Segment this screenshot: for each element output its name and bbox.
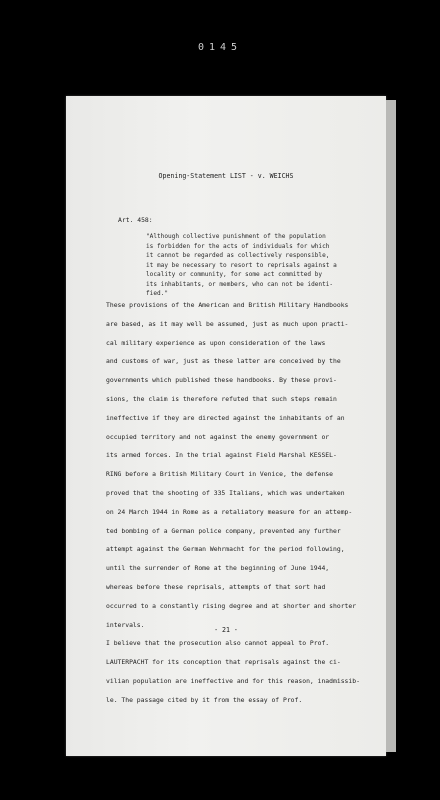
article-quote <box>120 232 382 299</box>
document-page <box>66 96 386 756</box>
page-number: - 21 - <box>214 626 238 634</box>
page-edge <box>386 100 396 752</box>
body-line: RING before a British Military Court in Venice, the defense <box>106 470 334 479</box>
quote-line: fied." <box>146 290 169 297</box>
body-line: until the surrender of Rome at the beginning of June 1944, <box>106 564 330 573</box>
body-line: cal military experience as upon consideration of the laws <box>106 338 326 347</box>
body-line: intervals. <box>106 620 145 629</box>
body-text <box>106 296 374 710</box>
body-line: LAUTERPACHT for its conception that reprisals against the ci- <box>106 658 341 667</box>
body-line: are based, as it may well be assumed, just as much upon practi- <box>106 319 349 328</box>
body-line: ineffective if they are directed against the inhabitants of an <box>106 413 345 422</box>
body-line: I believe that the prosecution also cannot appeal to Prof. <box>106 639 330 648</box>
body-line: sions, the claim is therefore refuted that such steps remain <box>106 394 337 403</box>
body-line: and customs of war, just as these latter are conceived by the <box>106 357 341 366</box>
body-line: on 24 March 1944 in Rome as a retaliatory measure for an attemp- <box>106 507 353 516</box>
body-line: proved that the shooting of 335 Italians, which was undertaken <box>106 488 345 497</box>
quote-line: its inhabitants, or members, who can not be identi- <box>146 280 334 288</box>
body-line: ted bombing of a German police company, prevented any further <box>106 526 341 535</box>
body-line: These provisions of the American and British Military Handbooks <box>106 301 349 309</box>
body-line: whereas before these reprisals, attempts of that sort had <box>106 582 326 591</box>
quote-line: locality or community, for some act committed by <box>146 271 323 278</box>
quote-line: it may be necessary to resort to reprisals against a <box>146 261 337 269</box>
article-label: Art. 458: <box>118 216 153 224</box>
quote-line: it cannot be regarded as collectively responsible, <box>146 252 330 259</box>
body-line: governments which published these handbooks. By these provi- <box>106 376 337 385</box>
body-line: vilian population are ineffective and for this reason, inadmissib- <box>106 676 360 685</box>
frame-number: 0145 <box>197 42 243 53</box>
quote-line: "Although collective punishment of the population <box>146 233 326 240</box>
body-line: occupied territory and not against the enemy government or <box>106 432 330 441</box>
body-line: le. The passage cited by it from the essay of Prof. <box>106 695 303 704</box>
quote-line: is forbidden for the acts of individuals for which <box>146 242 330 250</box>
document-heading: Opening-Statement LIST - v. WEICHS <box>158 172 294 180</box>
body-line: occurred to a constantly rising degree and at shorter and shorter <box>106 601 357 610</box>
body-line: attempt against the German Wehrmacht for the period following, <box>106 545 345 554</box>
body-line: its armed forces. In the trial against Field Marshal KESSEL- <box>106 451 337 460</box>
